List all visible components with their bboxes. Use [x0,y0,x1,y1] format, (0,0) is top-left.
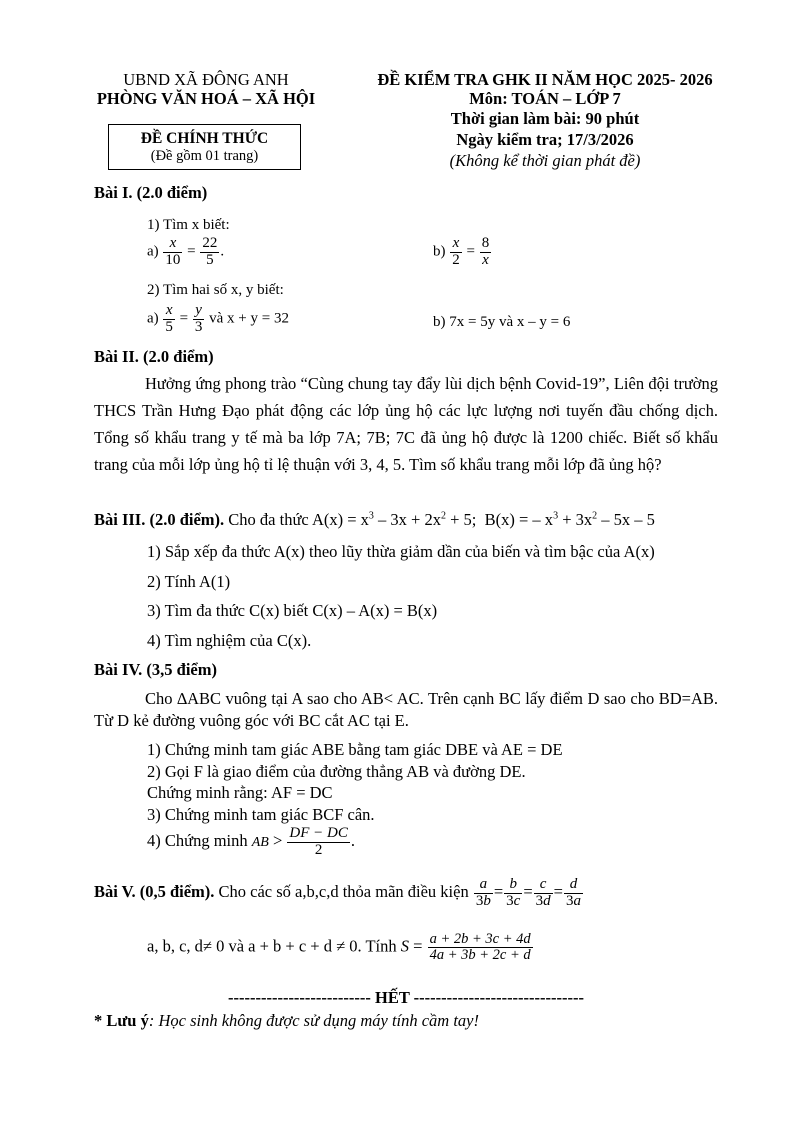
bai4-q4-label: 4) Chứng minh [147,831,248,851]
bai3-q3: 3) Tìm đa thức C(x) biết C(x) – A(x) = B(x) [147,601,438,620]
bai3-title: Bài III. (2.0 điểm). [94,510,225,529]
q2a-label: a) [147,310,159,327]
subject: Môn: TOÁN – LỚP 7 [469,89,621,108]
bai3-q4: 4) Tìm nghiệm của C(x). [147,631,312,650]
bai1-title: Bài I. (2.0 điểm) [94,183,208,202]
note [94,1011,479,1031]
bai2-text: Hưởng ứng phong trào “Cùng chung tay đẩy lùi dịch bệnh Covid-19”, Liên đội trường THCS Trần Hưng Đạo phát động các lớp ủng hộ các lực lượng nơi tuyến đầu chống dịch. Tổng số khẩu trang y tế mà ba lớp 7A; 7B; 7C đã ủng hộ được là 1200 chiếc. Biết số khẩu trang của mỗi lớp ủng hộ tỉ lệ thuận với 3, 4, 5. Tìm số khẩu trang mỗi lớp đã ủng hộ? [94,374,718,474]
exam-date: Ngày kiểm tra; 17/3/2026 [456,130,634,149]
exam-title: ĐỀ KIỂM TRA GHK II NĂM HỌC 2025- 2026 [377,70,713,89]
bai3-line: Bài III. (2.0 điểm). Cho đa thức $A(x) = x^3 - 3x + 2x^2 + 5$; B(x) = – $x^3 + 3x^2 - 5x - 5$ [94,510,655,529]
bai5-intro: Cho các số a,b,c,d thỏa mãn điều kiện [218,882,469,902]
bai1-q2: 2) Tìm hai số x, y biết: [147,282,284,298]
note-label: * Lưu ý [94,1011,149,1030]
bai3-q1: 1) Sắp xếp đa thức A(x) theo lũy thừa giảm dần của biến và tìm bậc của A(x) [147,542,655,561]
q1b-label: b) [433,243,446,260]
org-name-2: PHÒNG VĂN HOÁ – XÃ HỘI [96,89,316,108]
bai1-q1b: b) $\frac{x}{2}$ = $\frac{8}{x}$ [433,235,490,268]
bai4-q1: 1) Chứng minh tam giác ABE bằng tam giác DBE và AE = DE [147,740,563,759]
bai1-q1: 1) Tìm x biết: [147,217,230,233]
bai1-q1a: a) $\frac{x}{10}$ = $\frac{22}{5}$ . [147,235,225,268]
org-name-1: UBND XÃ ĐÔNG ANH [123,70,289,89]
bai1-q2a: a) $\frac{x}{5}$ = $\frac{y}{3}$ và x + y = 32 [147,302,289,335]
bai5-cond-text: a, b, c, d≠ 0 và a + b + c + d ≠ 0. Tính [147,936,397,956]
bai4-q2: 2) Gọi F là giao điểm của đường thẳng AB và đường DE. [147,762,526,781]
end-mark: -------------------------- HẾT ------------------------------- [228,988,584,1007]
bai4-intro: Cho ∆ABC vuông tại A sao cho AB< AC. Trên cạnh BC lấy điểm D sao cho BD=AB. Từ D kẻ đường vuông góc với BC cắt AC tại E. [94,689,718,730]
pages-note: (Đề gồm 01 trang) [150,148,259,164]
bai1-q2b: b) 7x = 5y và x – y = 6 [433,314,571,330]
bai4-q4: 4) Chứng minh AB > $\frac{DF - DC}{2}$ . [147,825,356,858]
bai4-q2b: Chứng minh rằng: AF = DC [147,783,333,802]
bai5-cond: a, b, c, d≠ 0 và a + b + c + d ≠ 0. Tính S = $\frac{a + 2b + 3c + 4d}{4a + 3b + 2c + d}$ [147,931,531,964]
bai3-q2: 2) Tính A(1) [147,572,231,591]
bai4-title: Bài IV. (3,5 điểm) [94,660,217,679]
bai5-title: Bài V. (0,5 điểm). [94,882,215,902]
bai5-line: Bài V. (0,5 điểm). Cho các số a,b,c,d thỏa mãn điều kiện $\frac{a}{3b}$ = $\frac{b}{3c}$ = $\frac{c}{3d}$ = $\frac{d}{3a}$ [94,876,581,909]
q2a-cond: và x + y = 32 [209,310,289,327]
note-text: : Học sinh không được sử dụng máy tính cầm tay! [148,1011,480,1030]
bai2-title: Bài II. (2.0 điểm) [94,347,214,366]
q1a-label: a) [147,243,159,260]
bai4-q3: 3) Chứng minh tam giác BCF cân. [147,805,375,824]
official-label: ĐỀ CHÍNH THỨC [140,130,269,147]
duration: Thời gian làm bài: 90 phút [450,109,640,128]
bai3-intro: Cho đa thức [228,510,309,529]
time-note: (Không kể thời gian phát đề) [449,151,641,170]
